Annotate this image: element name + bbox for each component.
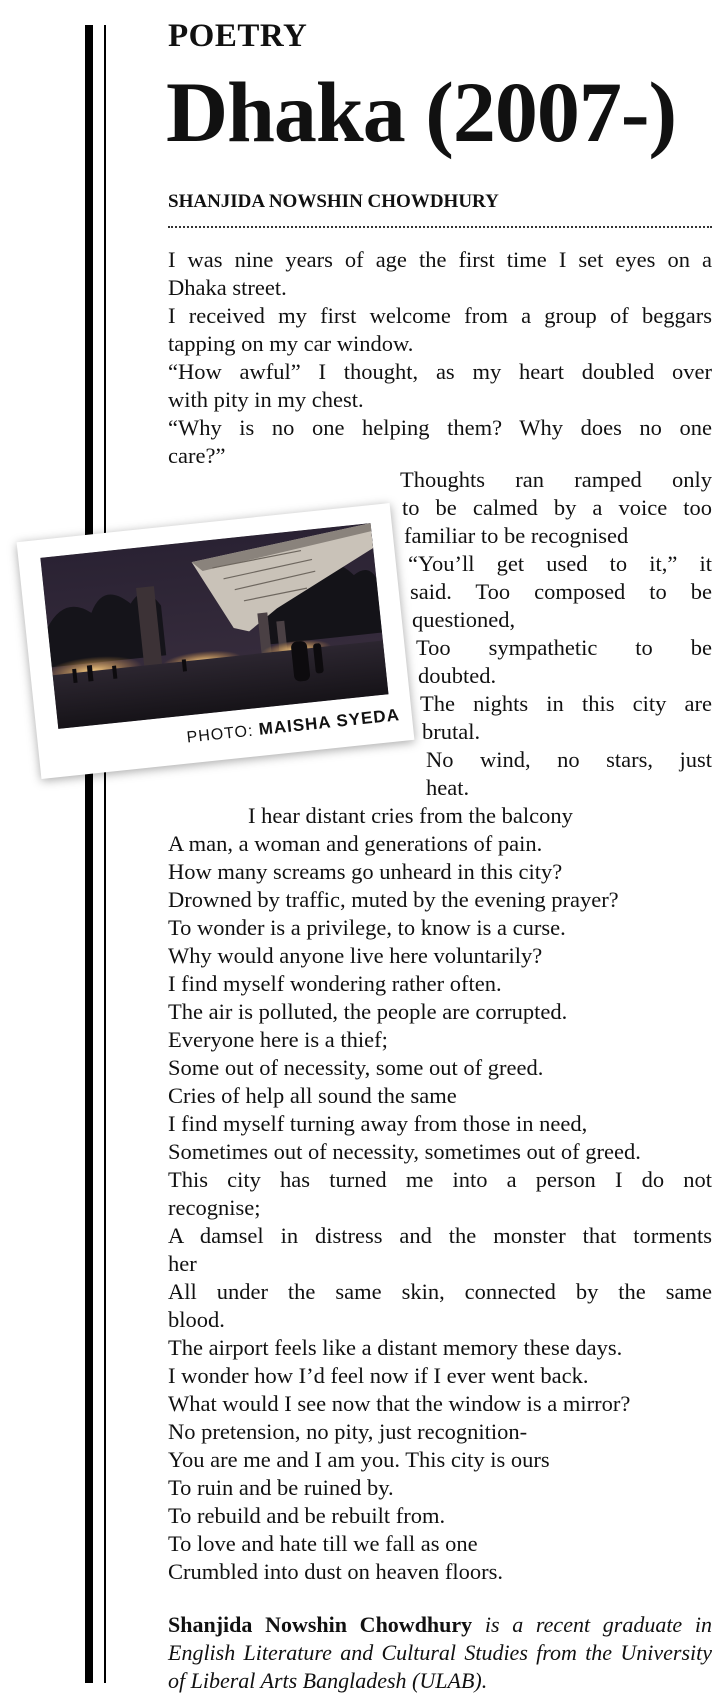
poem-line: Drowned by traffic, muted by the evening prayer? [168, 887, 619, 912]
poem-line: No wind, no stars, just [426, 747, 712, 772]
poem-line: Cries of help all sound the same [168, 1083, 457, 1108]
flyover-night-photo [40, 523, 388, 729]
poem-line: I find myself turning away from those in need, [168, 1111, 588, 1136]
poem-line: blood. [168, 1307, 225, 1332]
poem-line: You are me and I am you. This city is ours [168, 1447, 550, 1472]
section-label: POETRY [168, 18, 308, 54]
poem-line: I was nine years of age the first time I set eyes on a [168, 247, 712, 272]
author-bio [168, 1611, 712, 1695]
poem-line: The air is polluted, the people are corrupted. [168, 999, 568, 1024]
poem-closing [168, 802, 712, 1586]
poem-line: Some out of necessity, some out of greed. [168, 1055, 544, 1080]
poem-line: tapping on my car window. [168, 331, 414, 356]
poem-line: heat. [426, 775, 470, 800]
poem-line: To wonder is a privilege, to know is a curse. [168, 915, 566, 940]
poem-line: I received my first welcome from a group of beggars [168, 303, 712, 328]
poem-line: questioned, [412, 607, 516, 632]
poem-line: I find myself wondering rather often. [168, 971, 502, 996]
poem-line: All under the same skin, connected by the same [168, 1279, 712, 1304]
dotted-divider [168, 226, 712, 228]
poem-line: The nights in this city are [420, 691, 712, 716]
author-bio-name: Shanjida Nowshin Chowdhury [168, 1612, 473, 1637]
poem-line: said. Too composed to be [410, 579, 712, 604]
poem-line: recognise; [168, 1195, 261, 1220]
poem-line: To love and hate till we fall as one [168, 1531, 478, 1556]
poem-line: Why would anyone live here voluntarily? [168, 943, 543, 968]
left-thin-rule [104, 25, 106, 1683]
poem-line: I wonder how I’d feel now if I ever went back. [168, 1363, 589, 1388]
poem-line: What would I see now that the window is a mirror? [168, 1391, 631, 1416]
poem-line: A damsel in distress and the monster that torments [168, 1223, 712, 1248]
author-bio-text: is a recent graduate in English Literature and Cultural Studies from the University of Liberal Arts Bangladesh (ULAB). [168, 1612, 712, 1693]
poem-line: “How awful” I thought, as my heart doubled over [168, 359, 712, 384]
poem-line: This city has turned me into a person I do not [168, 1167, 712, 1192]
poem-line: “You’ll get used to it,” it [408, 551, 712, 576]
poem-line: A man, a woman and generations of pain. [168, 831, 543, 856]
poem-line: Too sympathetic to be [416, 635, 712, 660]
poem-line: The airport feels like a distant memory these days. [168, 1335, 623, 1360]
poem-line: to be calmed by a voice too [402, 495, 712, 520]
poem-line: “Why is no one helping them? Why does no one [168, 415, 712, 440]
poem-line: with pity in my chest. [168, 387, 364, 412]
poem-opening [168, 246, 712, 470]
photo-credit-name: MAISHA SYEDA [257, 705, 401, 739]
left-thick-rule [85, 25, 93, 1683]
article-title: Dhaka (2007-) [166, 64, 677, 160]
poem-line: How many screams go unheard in this city? [168, 859, 563, 884]
photo-credit-prefix: PHOTO: [185, 722, 255, 747]
photo-card [17, 503, 415, 779]
poem-line: doubted. [418, 663, 497, 688]
author-byline: SHANJIDA NOWSHIN CHOWDHURY [168, 191, 499, 212]
poem-line: her [168, 1251, 197, 1276]
poem-line: brutal. [422, 719, 481, 744]
poem-line: Dhaka street. [168, 275, 287, 300]
poem-line: No pretension, no pity, just recognition- [168, 1419, 528, 1444]
poem-line: Sometimes out of necessity, sometimes out of greed. [168, 1139, 641, 1164]
poem-line: familiar to be recognised [404, 523, 629, 548]
poem-line: Thoughts ran ramped only [400, 467, 712, 492]
poem-line: Everyone here is a thief; [168, 1027, 388, 1052]
poem-line: To ruin and be ruined by. [168, 1475, 394, 1500]
poem-line: Crumbled into dust on heaven floors. [168, 1559, 503, 1584]
poem-line: care?” [168, 443, 226, 468]
poem-line: To rebuild and be rebuilt from. [168, 1503, 446, 1528]
poem-line: I hear distant cries from the balcony [248, 803, 573, 828]
poem-beside-photo [400, 466, 712, 802]
